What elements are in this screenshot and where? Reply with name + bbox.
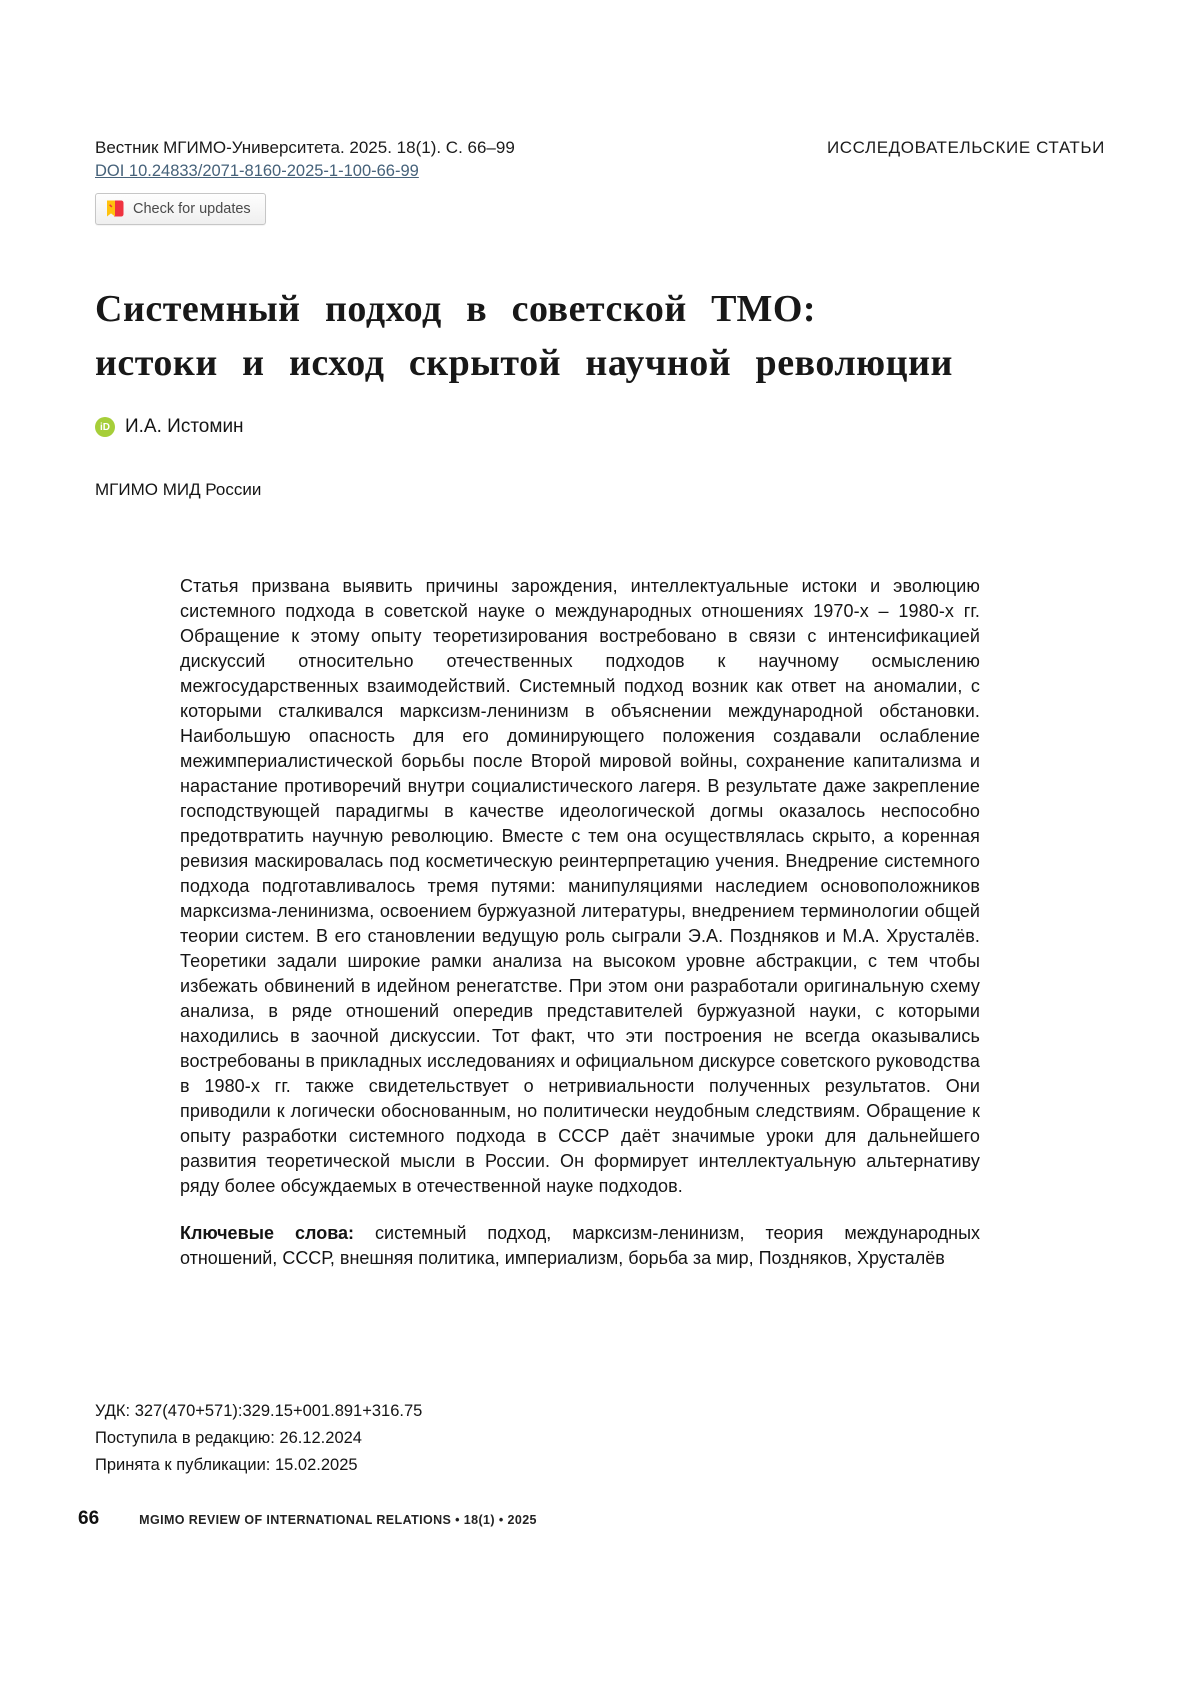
affiliation: МГИМО МИД России [95, 480, 262, 499]
keywords-text: системный подход, марксизм-ленинизм, теория международных отношений, СССР, внешняя политика, империализм, борьба за мир, Поздняков, Хрусталёв [180, 1223, 981, 1268]
article-title-line-2: истоки и исход скрытой научной революции [95, 342, 953, 384]
journal-reference: Вестник МГИМО-Университета. 2025. 18(1). С. 66–99 [95, 138, 515, 157]
article-title-line-1: Системный подход в советской ТМО: [95, 288, 817, 330]
article-title [95, 282, 1105, 390]
author-name: И.А. Истомин [125, 416, 244, 437]
page-footer [78, 1508, 537, 1530]
received-date: Поступила в редакцию: 26.12.2024 [95, 1429, 362, 1447]
keywords-label: Ключевые слова: [180, 1223, 355, 1243]
doi-link[interactable]: DOI 10.24833/2071-8160-2025-1-100-66-99 [95, 162, 419, 180]
article-meta [95, 1398, 422, 1479]
page-header [95, 138, 1105, 158]
section-label: ИССЛЕДОВАТЕЛЬСКИЕ СТАТЬИ [826, 138, 1105, 157]
page-number: 66 [78, 1508, 100, 1529]
author-row [95, 416, 1105, 438]
check-for-updates-label: Check for updates [133, 201, 251, 217]
accepted-date: Принята к публикации: 15.02.2025 [95, 1456, 358, 1474]
check-for-updates-button[interactable] [95, 193, 266, 225]
crossmark-icon [105, 199, 125, 219]
keywords [180, 1221, 980, 1271]
footer-journal-line: MGIMO REVIEW OF INTERNATIONAL RELATIONS • 18(1) • 2025 [139, 1513, 537, 1527]
orcid-icon[interactable]: iD [95, 417, 115, 437]
abstract-text: Статья призвана выявить причины зарождения, интеллектуальные истоки и эволюцию системного подхода в советской науке о международных отношениях 1970-х – 1980-х гг. Обращение к этому опыту теоретизирования востребовано в связи с интенсификацией дискуссий относительно отечественных подходов к научному осмыслению межгосударственных взаимодействий. Системный подход возник как ответ на аномалии, с которыми сталкивался марксизм-ленинизм в объяснении международной обстановки. Наибольшую опасность для его доминирующего положения создавали ослабление межимпериалистической борьбы после Второй мировой войны, сохранение капитализма и нарастание противоречий внутри социалистического лагеря. В результате даже закрепление господствующей парадигмы в качестве идеологической догмы оказалось неспособно предотвратить научную революцию. Вместе с тем она осуществлялась скрыто, а коренная ревизия маскировалась под косметическую реинтерпретацию учения. Внедрение системного подхода подготавливалось тремя путями: манипуляциями наследием основоположников марксизма-ленинизма, освоением буржуазной литературы, внедрением терминологии общей теории систем. В его становлении ведущую роль сыграли Э.А. Поздняков и М.А. Хрусталёв. Теоретики задали широкие рамки анализа на высоком уровне абстракции, с тем чтобы избежать обвинений в идейном ренегатстве. При этом они разработали оригинальную схему анализа, в ряде отношений опередив представителей буржуазной науки, с которыми находились в заочной дискуссии. Тот факт, что эти построения не всегда оказывались востребованы в прикладных исследованиях и официальном дискурсе советского руководства в 1980-х гг. также свидетельствует о нетривиальности полученных результатов. Они приводили к логически обоснованным, но политически неудобным следствиям. Обращение к опыту разработки системного подхода в СССР даёт значимые уроки для дальнейшего развития теоретической мысли в России. Он формирует интеллектуальную альтернативу ряду более обсуждаемых в отечественной науке подходов. [180, 576, 980, 1196]
udc-number: УДК: 327(470+571):329.15+001.891+316.75 [95, 1402, 423, 1420]
